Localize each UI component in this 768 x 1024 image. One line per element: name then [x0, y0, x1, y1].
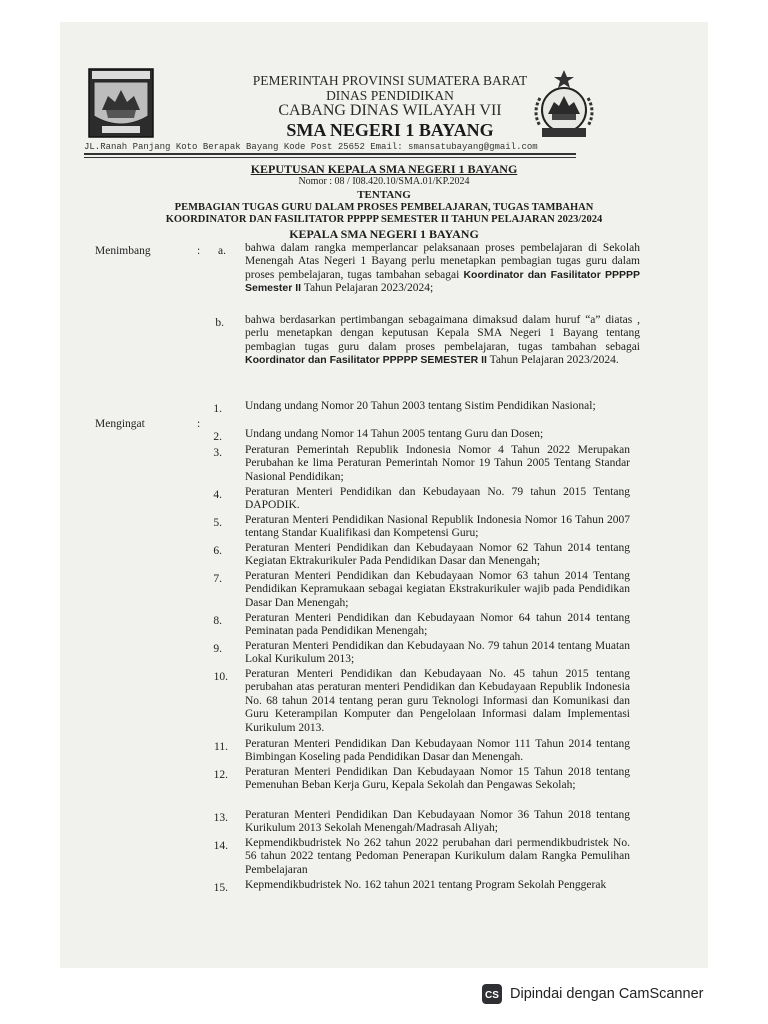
mengingat-item: Undang undang Nomor 14 Tahun 2005 tentang Guru dan Dosen; [245, 428, 544, 440]
menimbang-label: Menimbang [95, 245, 151, 257]
mengingat-marker: 13. [213, 812, 228, 824]
header-branch: CABANG DINAS WILAYAH VII [278, 102, 502, 119]
mengingat-marker: 5. [213, 517, 222, 529]
header-province: PEMERINTAH PROVINSI SUMATERA BARAT [252, 73, 528, 88]
decree-about: TENTANG [357, 189, 411, 201]
menimbang-item: bahwa dalam rangka memperlancar pelaksanaan proses pembelajaran di Sekolah Menengah Atas Negeri 1 Bayang perlu menetapkan pembagian tugas guru dalam proses pembelajaran, tugas tambahan sebagai Koordinator dan Fasilitator PPPPP Semester II Tahun Pelajaran 2023/2024; [245, 242, 641, 295]
header-school: SMA NEGERI 1 BAYANG [286, 120, 494, 140]
mengingat-marker: 15. [213, 882, 228, 894]
menimbang-marker: b. [215, 317, 224, 329]
mengingat-marker: 14. [213, 840, 228, 852]
decree-subject-line-2: KOORDINATOR DAN FASILITATOR PPPPP SEMESTER II TAHUN PELAJARAN 2023/2024 [165, 214, 603, 225]
mengingat-item: Peraturan Menteri Pendidikan dan Kebudayaan No. 79 tahun 2015 Tentang DAPODIK. [245, 486, 630, 512]
svg-text:CS: CS [485, 990, 499, 1001]
mengingat-item: Undang undang Nomor 20 Tahun 2003 tentang Sistim Pendidikan Nasional; [245, 400, 596, 412]
mengingat-marker: 8. [213, 615, 222, 627]
mengingat-item: Peraturan Menteri Pendidikan dan Kebudayaan Nomor 63 tahun 2014 Tentang Pendidikan Kepramukaan sebagai kegiatan Ekstrakurikuler wajib pada Pendidikan Dasar Dan Menengah; [245, 570, 630, 609]
camscanner-icon [482, 984, 502, 1004]
mengingat-marker: 1. [213, 403, 222, 415]
mengingat-marker: 12. [213, 769, 228, 781]
mengingat-marker: 4. [213, 489, 222, 501]
decree-number: Nomor : 08 / I08.420.10/SMA.01/KP.2024 [298, 176, 470, 187]
sumatera-barat-emblem [88, 68, 154, 138]
camscanner-watermark [482, 984, 703, 1004]
mengingat-colon: : [197, 418, 201, 430]
mengingat-item: Peraturan Menteri Pendidikan dan Kebudayaan Nomor 64 tahun 2014 tentang Peminatan pada Pendidikan Menengah; [245, 612, 630, 638]
mengingat-item: Peraturan Menteri Pendidikan Dan Kebudayaan Nomor 15 Tahun 2018 tentang Pemenuhan Beban Kerja Guru, Kepala Sekolah dan Pengawas Sekolah; [245, 766, 630, 792]
mengingat-item: Kepmendikbudristek No 262 tahun 2022 perubahan dari permendikbudristek No. 56 tahun 2022 tentang Pedoman Penerapan Kurikulum dalam Rangka Pemulihan Pembelajaran [245, 837, 630, 876]
mengingat-item: Peraturan Menteri Pendidikan dan Kebudayaan No. 79 tahun 2014 tentang Muatan Lokal Kurikulum 2013; [245, 640, 630, 666]
mengingat-item: Peraturan Menteri Pendidikan Dan Kebudayaan Nomor 36 Tahun 2018 tentang Kurikulum 2013 Sekolah Menengah/Madrasah Aliyah; [245, 809, 630, 835]
mengingat-item: Peraturan Menteri Pendidikan dan Kebudayaan Nomor 62 Tahun 2014 tentang Kegiatan Ektrakurikuler Pada Pendidikan Dasar dan Menengah; [245, 542, 630, 568]
header-address: JL.Ranah Panjang Koto Berapak Bayang Kode Post 25652 Email: smansatubayang@gmail.com [84, 142, 538, 152]
mengingat-marker: 6. [213, 545, 222, 557]
mengingat-marker: 9. [213, 643, 222, 655]
mengingat-item: Peraturan Menteri Pendidikan Dan Kebudayaan Nomor 111 Tahun 2014 tentang Bimbingan Koseling pada Pendidikan Dasar dan Menengah. [245, 738, 630, 764]
decree-title: KEPUTUSAN KEPALA SMA NEGERI 1 BAYANG [250, 162, 518, 176]
mengingat-item: Peraturan Menteri Pendidikan dan Kebudayaan No. 45 tahun 2015 tentang perubahan atas peraturan menteri Pendidikan dan Kebudayaan Republik Indonesia No. 68 tahun 2014 tentang peran guru Teknologi Informasi dan Komunikasi dan Guru Keterampilan Komputer dan Pengelolaan Informasi dalam Implementasi Kurikulum 2013. [245, 668, 630, 734]
mengingat-marker: 7. [213, 573, 222, 585]
menimbang-marker: a. [218, 245, 226, 257]
mengingat-marker: 11. [214, 741, 228, 753]
header-agency: DINAS PENDIDIKAN [326, 88, 454, 103]
mengingat-item: Kepmendikbudristek No. 162 tahun 2021 tentang Program Sekolah Penggerak [245, 879, 607, 891]
mengingat-item: Peraturan Menteri Pendidikan Nasional Republik Indonesia Nomor 16 Tahun 2007 tentang Standar Kualifikasi dan Kompetensi Guru; [245, 514, 630, 540]
header-rule-thin [84, 157, 576, 158]
mengingat-marker: 2. [213, 431, 222, 443]
mengingat-label: Mengingat [95, 418, 145, 430]
camscanner-label: Dipindai dengan CamScanner [510, 986, 704, 1002]
mengingat-item: Peraturan Pemerintah Republik Indonesia Nomor 4 Tahun 2022 Merupakan Perubahan ke lima Peraturan Pemerintah Nomor 19 Tahun 2005 Tentang Standar Nasional Pendidikan; [245, 444, 630, 483]
menimbang-colon: : [197, 245, 201, 257]
decree-subject-line-1: PEMBAGIAN TUGAS GURU DALAM PROSES PEMBELAJARAN, TUGAS TAMBAHAN [174, 202, 594, 213]
header-rule-thick [84, 153, 576, 155]
mengingat-marker: 3. [213, 447, 222, 459]
menimbang-item: bahwa berdasarkan pertimbangan sebagaimana dimaksud dalam huruf “a” diatas , perlu menetapkan dengan keputusan Kepala SMA Negeri 1 Bayang tentang pembagian tugas guru dalam proses pembelajaran, tugas tambahan sebagai Koordinator dan Fasilitator PPPPP SEMESTER II Tahun Pelajaran 2023/2024. [245, 314, 640, 367]
mengingat-marker: 10. [213, 671, 228, 683]
decree-issuer: KEPALA SMA NEGERI 1 BAYANG [289, 227, 479, 241]
